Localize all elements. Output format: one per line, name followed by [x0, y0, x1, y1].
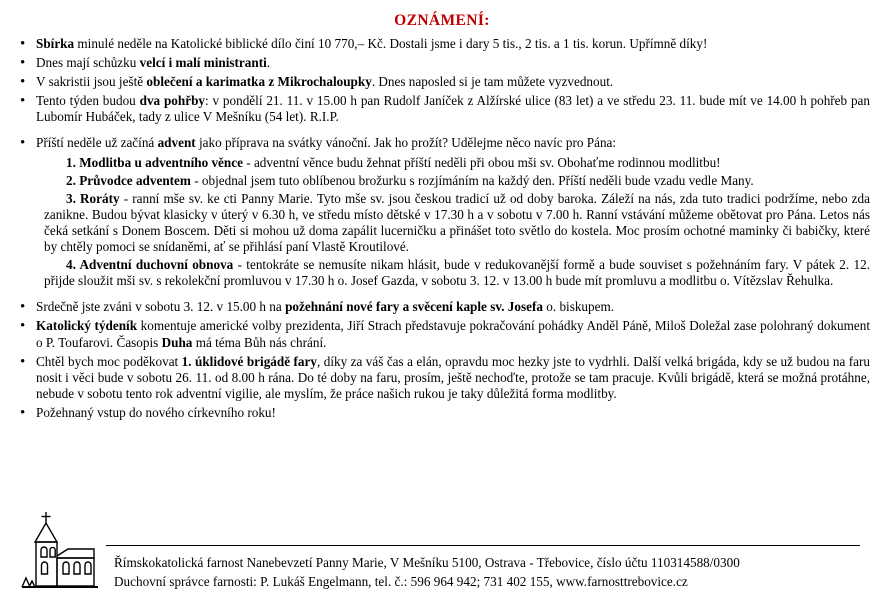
body-text: - tentokráte se nemusíte nikam hlásit, bude v redukovanější formě a bude souviset s požehnáním fary. V pátek 2. 12. přijde sloužit mši sv. s rekolekční promluvou v 17.30 h o. Josef Gazda, v sobotu 3. 12. v 13.00 h bude mít promluvu a modlitbu o. Vítězslav Řehulka.	[44, 257, 870, 289]
body-text: - objednal jsem tuto oblíbenou brožurku s rozjímáním na každý den. Příští neděli bude vzadu vedle Many.	[190, 172, 754, 188]
list-item-srdecne	[14, 299, 870, 315]
body-text: : v pondělí 21. 11. v 15.00 h pan Rudolf Janíček z Alžírské ulice (83 let) a ve středu 23. 11. bude mít ve 14.00 h pohřeb pan Lubomír Hubáček, tady z ulice V Mešníku (54 let). R.I.P.	[36, 93, 870, 125]
list-item-advent	[14, 135, 870, 151]
body-text: Příští neděle už začíná	[36, 135, 158, 151]
list-item-pozehnany-vstup	[14, 405, 870, 421]
emphasis-text: advent	[157, 135, 196, 151]
page-title: OZNÁMENÍ:	[394, 12, 490, 29]
emphasis-text: oblečení a karimatka z Mikrochaloupky	[146, 74, 372, 90]
footer	[14, 509, 870, 605]
list-item-obleceni	[14, 74, 870, 90]
advent-points	[14, 155, 870, 290]
emphasis-text: Sbírka	[36, 36, 75, 51]
emphasis-text: Katolický týdeník	[36, 318, 138, 334]
body-text: - ranní mše sv. ke cti Panny Marie. Tyto mše sv. jsou českou tradicí už od doby baroka. Záleží na nás, zda tuto tradici podržíme, nebo zda zanikne. Budou bývat klasicky v úterý v 6.30 h, ve středu místo dětské v 17.30 h a v sobotu v 7.00 h. Ranní vstávání můžeme obětovat pro Pána. Letos nás čeká setkání s Donem Boscem. Děti si mohou už doma zapálit lucerničku a přinášet toto světlo do kostela. Moc prosím ochotné maminky či babičky, které by chtěly pomoci se snídaněmi, ať se přihlásí paní Vlastě Kroutilové.	[44, 190, 870, 255]
emphasis-text: 1. úklidové brigádě fary	[181, 353, 317, 369]
emphasis-text: dva pohřby	[139, 93, 206, 109]
body-text: o. biskupem.	[542, 299, 615, 315]
body-text: Tento týden budou	[36, 93, 140, 109]
church-icon	[16, 509, 100, 601]
emphasis-text: 2. Průvodce adventem	[66, 172, 191, 188]
list-item-katolicky-tydenik	[14, 318, 870, 350]
body-text: komentuje americké volby prezidenta, Jiří Strach představuje pokračování pohádky Anděl Páně, Miloš Doležal zase polohraný dokument o P. Toufarovi. Časopis	[36, 318, 871, 350]
body-text: , díky za váš čas a elán, opravdu moc hezky jste to vydrhli. Další velká brigáda, kdy se už budou na faru nosit i věci bude v sobotu 26. 11. od 8.00 h rána. Do té doby na faru, prosím, ještě nechoďte, protože se tam pracuje. Kvůli brigádě, která se možná protáhne, nebude v sobotu tento rok adventní vigilie, ale myslím, že práce našich rukou je taky důležitá forma modlitby.	[36, 353, 870, 401]
list-item-uklidova-brigada	[14, 354, 870, 402]
advent-point-pruvodce	[14, 173, 870, 189]
emphasis-text: 1. Modlitba u adventního věnce	[66, 154, 243, 170]
emphasis-text: 3. Roráty	[66, 190, 120, 206]
emphasis-text: velcí i malí ministranti	[139, 55, 267, 71]
footer-text	[114, 553, 870, 591]
emphasis-text: Duha	[161, 334, 193, 350]
footer-divider	[106, 545, 860, 546]
advent-point-obnova	[14, 257, 870, 289]
list-item-pohrby	[14, 93, 870, 125]
body-text: - adventní věnce budu žehnat příští neděli při obou mši sv. Obohaťme rodinnou modlitbu!	[242, 154, 721, 170]
body-text: jako příprava na svátky vánoční. Jak ho prožít? Udělejme něco navíc pro Pána:	[195, 135, 617, 151]
advent-point-modlitba	[14, 155, 870, 171]
body-text: V sakristii jsou ještě	[36, 74, 147, 90]
announcement-list-2	[14, 299, 870, 421]
body-text: má téma Bůh nás chrání.	[192, 334, 327, 350]
body-text: Dnes mají schůzku	[36, 55, 140, 71]
announcement-list	[14, 36, 870, 152]
footer-line-2: Duchovní správce farnosti: P. Lukáš Engelmann, tel. č.: 596 964 942; 731 402 155, www.farnosttrebovice.cz	[114, 574, 688, 590]
body-text: Srdečně jste zváni v sobotu 3. 12. v 15.00 h na	[36, 299, 286, 315]
footer-line-1: Římskokatolická farnost Nanebevzetí Panny Marie, V Mešníku 5100, Ostrava - Třebovice, číslo účtu 110314588/0300	[114, 555, 740, 570]
advent-point-roraty	[14, 191, 870, 255]
body-text: .	[266, 55, 271, 71]
emphasis-text: požehnání nové fary a svěcení kaple sv. Josefa	[285, 299, 543, 315]
body-text: . Dnes naposled si je tam můžete vyzvednout.	[371, 74, 614, 90]
list-item-sbirka	[14, 36, 870, 52]
body-text: Požehnaný vstup do nového církevního roku!	[36, 404, 276, 420]
emphasis-text: 4. Adventní duchovní obnova	[66, 257, 234, 273]
body-text: Chtěl bych moc poděkovat	[36, 353, 182, 369]
body-text: minulé neděle na Katolické biblické dílo činí 10 770,– Kč. Dostali jsme i dary 5 tis., 2 tis. a 1 tis. korun. Upřímně díky!	[74, 36, 708, 51]
list-item-ministranti	[14, 55, 870, 71]
